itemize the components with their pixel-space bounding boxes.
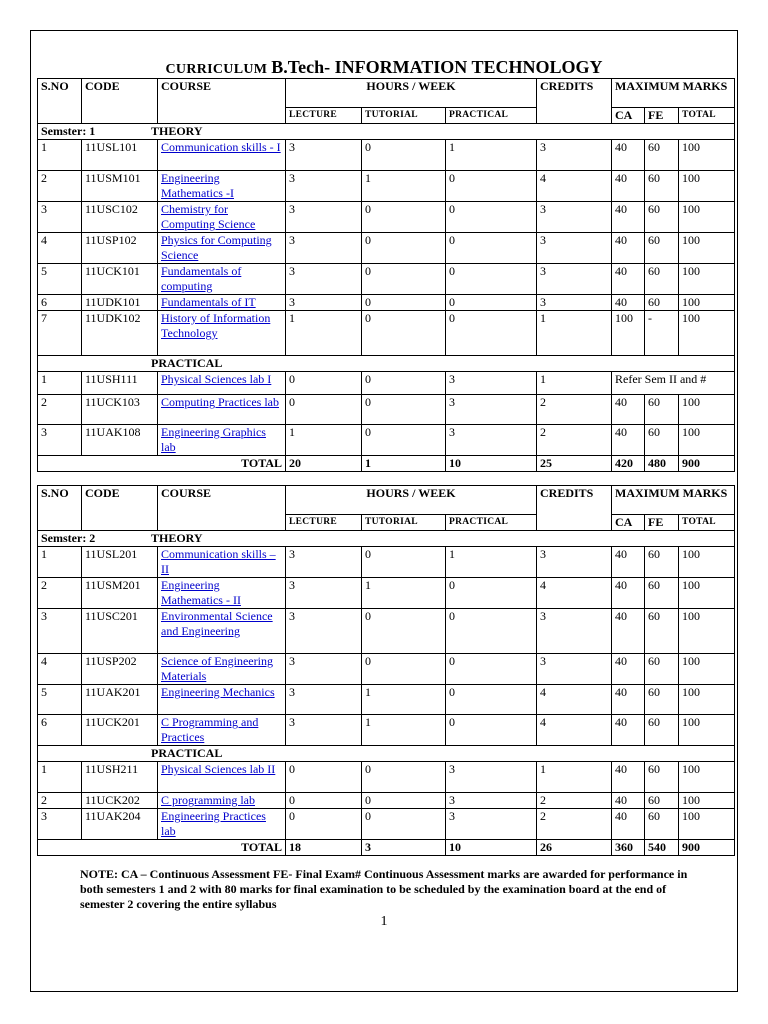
cell-ca: 40 <box>612 140 645 171</box>
totals-row <box>38 456 735 472</box>
cell-fe: 60 <box>645 793 679 809</box>
table-row <box>38 233 735 264</box>
header-max-marks: MAXIMUM MARKS <box>612 79 735 108</box>
title-main: B.Tech- INFORMATION TECHNOLOGY <box>271 57 603 77</box>
course-link[interactable]: Fundamentals of IT <box>161 295 256 309</box>
cell-code: 11USM201 <box>82 578 158 609</box>
cell-sno: 2 <box>38 395 82 425</box>
table-row <box>38 425 735 456</box>
cell-credits: 2 <box>537 425 612 456</box>
cell-credits: 1 <box>537 311 612 356</box>
header-lecture: LECTURE <box>286 515 362 531</box>
practical-label-row <box>38 356 735 372</box>
table-row <box>38 295 735 311</box>
semester-1-theory <box>38 124 735 356</box>
total-total: 900 <box>679 840 735 856</box>
total-ca: 360 <box>612 840 645 856</box>
cell-ca: 40 <box>612 609 645 654</box>
cell-credits: 2 <box>537 809 612 840</box>
cell-fe: 60 <box>645 578 679 609</box>
cell-credits: 2 <box>537 395 612 425</box>
cell-tutorial: 0 <box>362 264 446 295</box>
total-fe: 480 <box>645 456 679 472</box>
course-link[interactable]: Fundamentals of computing <box>161 264 242 293</box>
cell-lecture: 3 <box>286 202 362 233</box>
total-fe: 540 <box>645 840 679 856</box>
cell-tutorial: 0 <box>362 202 446 233</box>
course-link[interactable]: Engineering Mathematics -I <box>161 171 234 200</box>
cell-credits: 3 <box>537 140 612 171</box>
cell-total: 100 <box>679 395 735 425</box>
header-rows <box>38 486 735 531</box>
table-row <box>38 762 735 793</box>
cell-fe: 60 <box>645 140 679 171</box>
cell-code: 11UCK202 <box>82 793 158 809</box>
cell-total: 100 <box>679 233 735 264</box>
total-total: 900 <box>679 456 735 472</box>
cell-tutorial: 1 <box>362 578 446 609</box>
cell-total: 100 <box>679 578 735 609</box>
cell-tutorial: 0 <box>362 233 446 264</box>
cell-practical: 0 <box>446 171 537 202</box>
table-row <box>38 264 735 295</box>
cell-credits: 3 <box>537 233 612 264</box>
semester-2-table <box>37 485 735 856</box>
cell-sno: 3 <box>38 425 82 456</box>
cell-ca: 40 <box>612 425 645 456</box>
cell-practical: 3 <box>446 793 537 809</box>
cell-practical: 1 <box>446 547 537 578</box>
cell-sno: 5 <box>38 264 82 295</box>
total-credits: 26 <box>537 840 612 856</box>
cell-code: 11UAK108 <box>82 425 158 456</box>
cell-tutorial: 0 <box>362 395 446 425</box>
cell-total: 100 <box>679 793 735 809</box>
cell-code: 11UCK101 <box>82 264 158 295</box>
cell-tutorial: 0 <box>362 311 446 356</box>
cell-lecture: 3 <box>286 233 362 264</box>
table-row <box>38 715 735 746</box>
cell-practical: 0 <box>446 578 537 609</box>
cell-ca: 40 <box>612 762 645 793</box>
cell-tutorial: 0 <box>362 295 446 311</box>
semester-1-table <box>37 78 735 472</box>
cell-fe: 60 <box>645 609 679 654</box>
course-link[interactable]: Communication skills – II <box>161 547 276 576</box>
cell-fe: 60 <box>645 233 679 264</box>
table-row <box>38 547 735 578</box>
total-practical: 10 <box>446 456 537 472</box>
cell-credits: 3 <box>537 264 612 295</box>
header-sno: S.NO <box>38 486 82 531</box>
header-rows <box>38 79 735 124</box>
header-sno: S.NO <box>38 79 82 124</box>
course-link[interactable]: Engineering Practices lab <box>161 809 266 838</box>
cell-fe: 60 <box>645 171 679 202</box>
cell-tutorial: 1 <box>362 715 446 746</box>
course-link[interactable]: Physics for Computing Science <box>161 233 272 262</box>
cell-lecture: 3 <box>286 578 362 609</box>
total-tutorial: 3 <box>362 840 446 856</box>
table-row <box>38 793 735 809</box>
table-row <box>38 202 735 233</box>
header-max-marks: MAXIMUM MARKS <box>612 486 735 515</box>
theory-label: THEORY <box>151 531 203 545</box>
cell-sno: 4 <box>38 654 82 685</box>
cell-tutorial: 1 <box>362 171 446 202</box>
cell-lecture: 3 <box>286 609 362 654</box>
cell-code: 11USC201 <box>82 609 158 654</box>
cell-sno: 1 <box>38 372 82 395</box>
table-row <box>38 609 735 654</box>
cell-ca: 40 <box>612 171 645 202</box>
cell-credits: 3 <box>537 654 612 685</box>
cell-code: 11USC102 <box>82 202 158 233</box>
cell-code: 11USH211 <box>82 762 158 793</box>
table-row <box>38 809 735 840</box>
course-link[interactable]: Physical Sciences lab II <box>161 762 276 776</box>
semester-label: Semster: 1 <box>41 124 96 138</box>
cell-sno: 6 <box>38 295 82 311</box>
cell-total: 100 <box>679 311 735 356</box>
header-total: TOTAL <box>679 108 735 124</box>
cell-ca: 40 <box>612 295 645 311</box>
header-tutorial: TUTORIAL <box>362 108 446 124</box>
cell-lecture: 3 <box>286 140 362 171</box>
cell-fe: 60 <box>645 654 679 685</box>
cell-ca: 40 <box>612 547 645 578</box>
cell-tutorial: 0 <box>362 793 446 809</box>
cell-total: 100 <box>679 264 735 295</box>
cell-lecture: 0 <box>286 762 362 793</box>
cell-tutorial: 0 <box>362 372 446 395</box>
cell-practical: 0 <box>446 654 537 685</box>
cell-practical: 0 <box>446 202 537 233</box>
table-row <box>38 654 735 685</box>
cell-total: 100 <box>679 762 735 793</box>
header-hours: HOURS / WEEK <box>286 486 537 515</box>
cell-lecture: 0 <box>286 372 362 395</box>
cell-fe: 60 <box>645 809 679 840</box>
cell-code: 11UAK204 <box>82 809 158 840</box>
semester-label: Semster: 2 <box>41 531 96 545</box>
course-link[interactable]: Engineering Mechanics <box>161 685 275 699</box>
cell-practical: 0 <box>446 264 537 295</box>
header-lecture: LECTURE <box>286 108 362 124</box>
header-course: COURSE <box>158 79 286 124</box>
cell-sno: 1 <box>38 140 82 171</box>
semester-label-row <box>38 531 735 547</box>
course-link[interactable]: History of Information Technology <box>161 311 271 340</box>
cell-credits: 3 <box>537 202 612 233</box>
cell-code: 11UDK101 <box>82 295 158 311</box>
cell-ca: 40 <box>612 264 645 295</box>
header-code: CODE <box>82 486 158 531</box>
cell-sno: 5 <box>38 685 82 715</box>
table-row <box>38 140 735 171</box>
cell-sno: 3 <box>38 809 82 840</box>
cell-code: 11UCK201 <box>82 715 158 746</box>
cell-fe: 60 <box>645 685 679 715</box>
cell-credits: 4 <box>537 578 612 609</box>
cell-credits: 4 <box>537 171 612 202</box>
cell-practical: 0 <box>446 295 537 311</box>
course-link[interactable]: Computing Practices lab <box>161 395 279 409</box>
cell-lecture: 0 <box>286 395 362 425</box>
cell-ca: 40 <box>612 685 645 715</box>
semester-2-practical <box>38 746 735 856</box>
cell-code: 11UDK102 <box>82 311 158 356</box>
cell-ca: 40 <box>612 654 645 685</box>
semester-2-theory <box>38 531 735 746</box>
cell-practical: 3 <box>446 395 537 425</box>
total-ca: 420 <box>612 456 645 472</box>
cell-total: 100 <box>679 202 735 233</box>
cell-tutorial: 0 <box>362 140 446 171</box>
cell-fe: 60 <box>645 762 679 793</box>
cell-tutorial: 0 <box>362 425 446 456</box>
cell-total: 100 <box>679 809 735 840</box>
cell-ca: 40 <box>612 233 645 264</box>
totals-label: TOTAL <box>38 840 286 856</box>
cell-tutorial: 0 <box>362 762 446 793</box>
header-course: COURSE <box>158 486 286 531</box>
cell-tutorial: 0 <box>362 609 446 654</box>
cell-fe: 60 <box>645 425 679 456</box>
cell-code: 11USL101 <box>82 140 158 171</box>
cell-lecture: 3 <box>286 685 362 715</box>
cell-tutorial: 1 <box>362 685 446 715</box>
cell-sno: 3 <box>38 202 82 233</box>
cell-total: 100 <box>679 295 735 311</box>
cell-credits: 4 <box>537 685 612 715</box>
cell-practical: 3 <box>446 809 537 840</box>
cell-total: 100 <box>679 685 735 715</box>
cell-ca: 40 <box>612 793 645 809</box>
cell-lecture: 3 <box>286 547 362 578</box>
cell-fe: 60 <box>645 295 679 311</box>
cell-sno: 2 <box>38 793 82 809</box>
cell-total: 100 <box>679 425 735 456</box>
cell-sno: 1 <box>38 547 82 578</box>
cell-sno: 3 <box>38 609 82 654</box>
cell-credits: 2 <box>537 793 612 809</box>
table-row <box>38 578 735 609</box>
cell-fe: 60 <box>645 547 679 578</box>
semester-1-practical <box>38 356 735 472</box>
cell-sno: 6 <box>38 715 82 746</box>
cell-practical: 3 <box>446 425 537 456</box>
cell-fe: 60 <box>645 715 679 746</box>
cell-tutorial: 0 <box>362 809 446 840</box>
cell-code: 11USP102 <box>82 233 158 264</box>
totals-row <box>38 840 735 856</box>
cell-lecture: 0 <box>286 809 362 840</box>
practical-label: PRACTICAL <box>151 356 223 370</box>
header-ca: CA <box>612 108 645 124</box>
cell-fe: 60 <box>645 202 679 233</box>
total-credits: 25 <box>537 456 612 472</box>
page-number: 1 <box>380 914 388 929</box>
cell-code: 11UCK103 <box>82 395 158 425</box>
header-credits: CREDITS <box>537 486 612 531</box>
cell-code: 11USP202 <box>82 654 158 685</box>
course-link[interactable]: Engineering Graphics lab <box>161 425 266 454</box>
table-row <box>38 171 735 202</box>
cell-lecture: 0 <box>286 793 362 809</box>
cell-credits: 4 <box>537 715 612 746</box>
cell-code: 11UAK201 <box>82 685 158 715</box>
cell-credits: 1 <box>537 762 612 793</box>
total-lecture: 20 <box>286 456 362 472</box>
header-total: TOTAL <box>679 515 735 531</box>
cell-fe: 60 <box>645 264 679 295</box>
course-link[interactable]: Environmental Science and Engineering <box>161 609 273 638</box>
header-ca: CA <box>612 515 645 531</box>
cell-practical: 0 <box>446 609 537 654</box>
cell-lecture: 1 <box>286 311 362 356</box>
header-tutorial: TUTORIAL <box>362 515 446 531</box>
semester-label-row <box>38 124 735 140</box>
cell-total: 100 <box>679 547 735 578</box>
cell-sno: 2 <box>38 578 82 609</box>
cell-sno: 1 <box>38 762 82 793</box>
cell-credits: 3 <box>537 609 612 654</box>
cell-total: 100 <box>679 140 735 171</box>
cell-lecture: 3 <box>286 654 362 685</box>
cell-total: 100 <box>679 715 735 746</box>
cell-total: 100 <box>679 654 735 685</box>
cell-lecture: 3 <box>286 295 362 311</box>
cell-practical: 1 <box>446 140 537 171</box>
header-code: CODE <box>82 79 158 124</box>
totals-label: TOTAL <box>38 456 286 472</box>
title-prefix: CURRICULUM <box>165 62 268 77</box>
course-link[interactable]: Physical Sciences lab I <box>161 372 272 386</box>
cell-lecture: 1 <box>286 425 362 456</box>
cell-fe: 60 <box>645 395 679 425</box>
cell-lecture: 3 <box>286 171 362 202</box>
total-tutorial: 1 <box>362 456 446 472</box>
cell-practical: 0 <box>446 311 537 356</box>
course-link[interactable]: Communication skills - I <box>161 140 281 154</box>
course-link[interactable]: C programming lab <box>161 793 255 807</box>
header-fe: FE <box>645 515 679 531</box>
table-row <box>38 311 735 356</box>
practical-label: PRACTICAL <box>151 746 223 760</box>
course-link[interactable]: Science of Engineering Materials <box>161 654 273 683</box>
cell-practical: 0 <box>446 233 537 264</box>
cell-credits: 3 <box>537 547 612 578</box>
header-practical: PRACTICAL <box>446 515 537 531</box>
cell-practical: 0 <box>446 685 537 715</box>
cell-credits: 1 <box>537 372 612 395</box>
cell-code: 11USM101 <box>82 171 158 202</box>
total-practical: 10 <box>446 840 537 856</box>
table-row <box>38 685 735 715</box>
cell-total: 100 <box>679 171 735 202</box>
cell-sno: 2 <box>38 171 82 202</box>
course-link[interactable]: Chemistry for Computing Science <box>161 202 256 231</box>
cell-code: 11USH111 <box>82 372 158 395</box>
cell-fe: - <box>645 311 679 356</box>
cell-lecture: 3 <box>286 715 362 746</box>
header-credits: CREDITS <box>537 79 612 124</box>
cell-sno: 4 <box>38 233 82 264</box>
cell-refer-note: Refer Sem II and # <box>612 372 735 395</box>
cell-ca: 40 <box>612 395 645 425</box>
cell-credits: 3 <box>537 295 612 311</box>
cell-ca: 40 <box>612 715 645 746</box>
total-lecture: 18 <box>286 840 362 856</box>
cell-ca: 100 <box>612 311 645 356</box>
cell-code: 11USL201 <box>82 547 158 578</box>
table-row <box>38 395 735 425</box>
course-link[interactable]: C Programming and Practices <box>161 715 259 744</box>
cell-tutorial: 0 <box>362 547 446 578</box>
cell-lecture: 3 <box>286 264 362 295</box>
footnote: NOTE: CA – Continuous Assessment FE- Final Exam# Continuous Assessment marks are awarded for performance in both semesters 1 and 2 with 80 marks for final examination to be scheduled by the examination board at the end of semester 2 covering the entire syllabus <box>80 867 688 911</box>
course-link[interactable]: Engineering Mathematics - II <box>161 578 241 607</box>
cell-practical: 3 <box>446 372 537 395</box>
cell-total: 100 <box>679 609 735 654</box>
header-fe: FE <box>645 108 679 124</box>
cell-ca: 40 <box>612 578 645 609</box>
cell-practical: 3 <box>446 762 537 793</box>
practical-label-row <box>38 746 735 762</box>
table-row <box>38 372 735 395</box>
header-hours: HOURS / WEEK <box>286 79 537 108</box>
header-practical: PRACTICAL <box>446 108 537 124</box>
cell-tutorial: 0 <box>362 654 446 685</box>
page-title <box>0 57 768 78</box>
cell-ca: 40 <box>612 809 645 840</box>
theory-label: THEORY <box>151 124 203 138</box>
cell-sno: 7 <box>38 311 82 356</box>
cell-ca: 40 <box>612 202 645 233</box>
cell-practical: 0 <box>446 715 537 746</box>
